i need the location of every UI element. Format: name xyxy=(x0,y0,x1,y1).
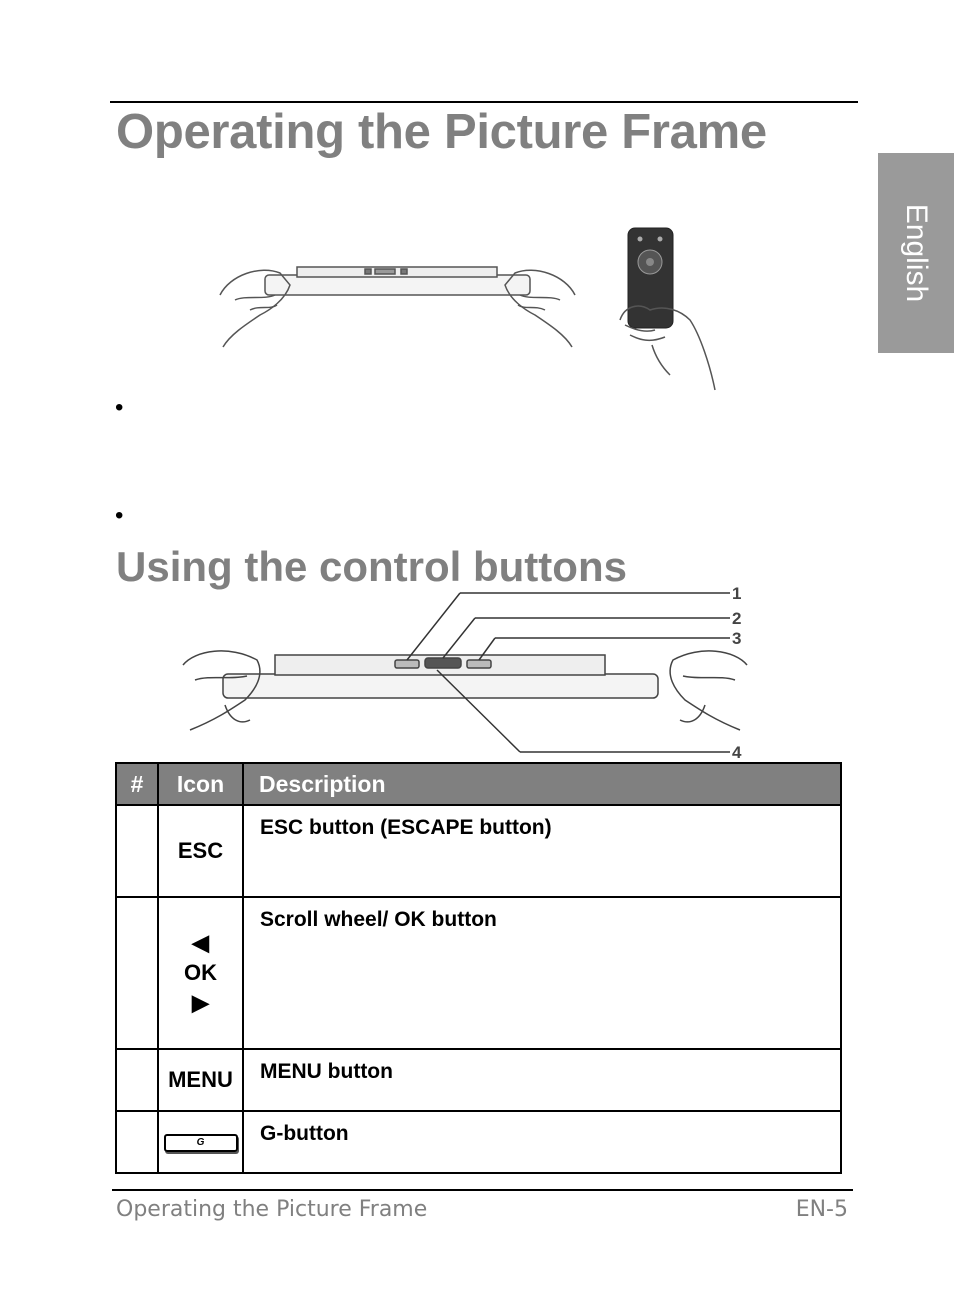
language-tab-label: English xyxy=(900,203,933,303)
page-number: EN-5 xyxy=(795,1197,848,1222)
callout-2: 2 xyxy=(732,609,742,628)
ok-icon: OK xyxy=(184,960,217,985)
row-description: Scroll wheel/ OK button xyxy=(243,897,841,1049)
bullet-1: • xyxy=(115,394,124,421)
header-number: # xyxy=(116,763,158,805)
row-number xyxy=(116,805,158,897)
right-arrow-icon: ▶ xyxy=(192,990,209,1015)
remote-control-illustration xyxy=(610,225,725,395)
bullet-2: • xyxy=(115,502,124,529)
page-title: Operating the Picture Frame xyxy=(116,105,767,159)
table-row xyxy=(116,805,841,897)
row-number xyxy=(116,1111,158,1173)
control-buttons-diagram xyxy=(175,580,755,765)
row-number xyxy=(116,1049,158,1111)
footer-section-title: Operating the Picture Frame xyxy=(116,1197,428,1222)
row-description: MENU button xyxy=(243,1049,841,1111)
control-buttons-table xyxy=(115,762,842,1174)
footer-rule xyxy=(112,1189,853,1191)
table-header-row xyxy=(116,763,841,805)
callout-3: 3 xyxy=(732,629,742,648)
language-tab xyxy=(878,153,954,353)
header-description: Description xyxy=(243,763,841,805)
table-row xyxy=(116,1111,841,1173)
left-arrow-icon: ◀ xyxy=(192,930,209,955)
table-row xyxy=(116,1049,841,1111)
menu-icon: MENU xyxy=(158,1049,243,1111)
table-row xyxy=(116,897,841,1049)
header-icon: Icon xyxy=(158,763,243,805)
section-title: Using the control buttons xyxy=(116,543,627,590)
esc-icon: ESC xyxy=(158,805,243,897)
top-rule xyxy=(110,101,858,103)
row-number xyxy=(116,897,158,1049)
callout-4: 4 xyxy=(732,743,742,762)
row-description: G-button xyxy=(243,1111,841,1173)
callout-1: 1 xyxy=(732,584,742,603)
g-button-icon: G xyxy=(164,1134,238,1152)
row-description: ESC button (ESCAPE button) xyxy=(243,805,841,897)
frame-held-illustration xyxy=(215,255,580,355)
